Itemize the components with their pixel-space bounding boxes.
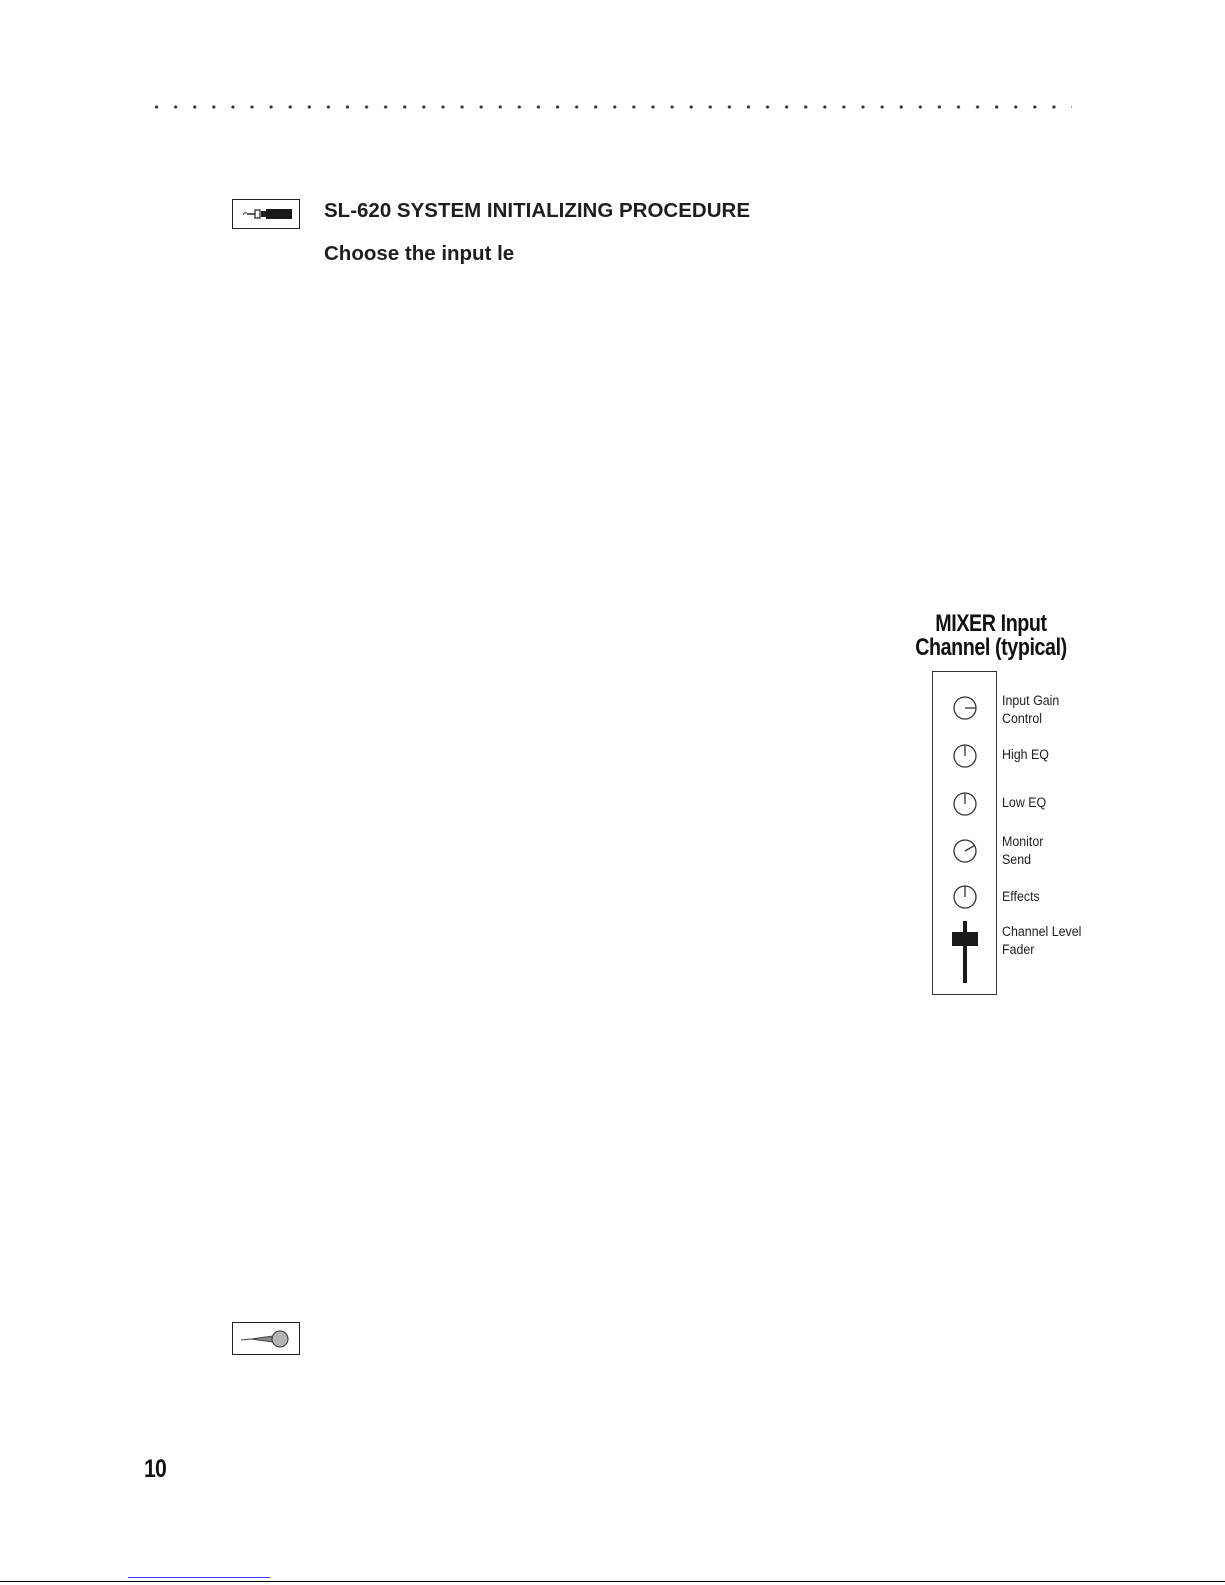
input-gain-knob xyxy=(954,697,976,719)
dotted-header-rule xyxy=(147,104,1072,110)
channel-fader xyxy=(952,921,978,983)
input-gain-label: Input Gain Control xyxy=(1002,693,1060,726)
low-eq-label: Low EQ xyxy=(1002,795,1047,810)
figure-title xyxy=(905,612,1077,660)
audio-plug-icon xyxy=(232,199,300,229)
figure-title-line-2: Channel (typical) xyxy=(915,634,1067,661)
bottom-rule xyxy=(0,1581,1225,1582)
channel-fader-label: Channel Level Fader xyxy=(1002,924,1082,957)
page-number: 10 xyxy=(144,1455,166,1483)
effects-label: Effects xyxy=(1002,889,1040,904)
mixer-channel-strip xyxy=(932,671,997,995)
high-eq-knob xyxy=(954,745,976,767)
monitor-send-label: Monitor Send xyxy=(1002,834,1044,867)
low-eq-knob xyxy=(954,793,976,815)
effects-knob xyxy=(954,886,976,908)
monitor-send-knob xyxy=(954,840,976,862)
high-eq-label: High EQ xyxy=(1002,747,1049,762)
bottom-link-rule xyxy=(128,1577,270,1578)
section-subtitle: Choose the input le xyxy=(324,242,515,265)
microphone-icon xyxy=(232,1322,300,1355)
figure-title-line-1: MIXER Input xyxy=(935,610,1047,637)
section-title: SL-620 SYSTEM INITIALIZING PROCEDURE xyxy=(324,199,750,222)
